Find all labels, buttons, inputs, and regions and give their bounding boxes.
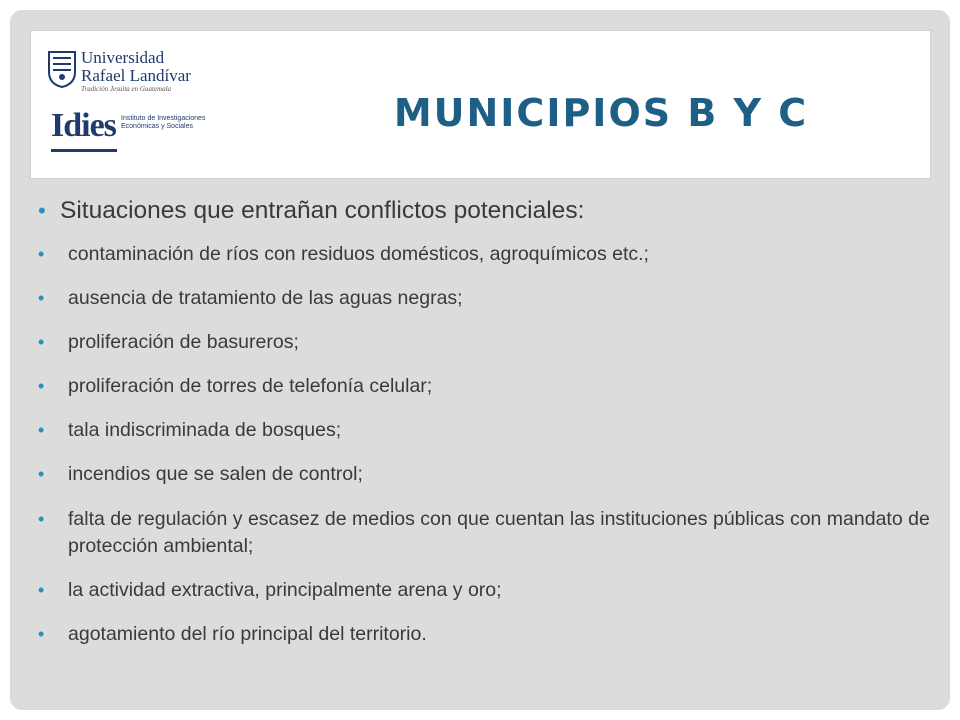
list-item: [38, 578, 938, 602]
list-item: [38, 418, 938, 442]
list-item-text: tala indiscriminada de bosques;: [68, 419, 342, 441]
list-item-text: proliferación de torres de telefonía celular;: [68, 375, 433, 397]
list-item: [38, 330, 938, 354]
bullet-icon: •: [38, 288, 45, 308]
main-bullet: [38, 196, 938, 226]
bullet-icon: •: [38, 580, 45, 600]
university-seal-icon: [47, 50, 77, 88]
slide-title: MUNICIPIOS B Y C: [393, 91, 809, 135]
list-item-text: falta de regulación y escasez de medios con que cuentan las instituciones públicas con mandato de protección ambiental;: [68, 508, 930, 557]
list-item: [38, 286, 938, 310]
list-item-text: proliferación de basureros;: [68, 331, 299, 353]
idies-subtitle: Instituto de Investigaciones Económicas y Sociales: [121, 115, 206, 130]
bullet-icon: •: [38, 198, 46, 223]
header-inner: [41, 41, 920, 170]
list-item: [38, 242, 938, 266]
slide-content: [38, 196, 938, 666]
bullet-icon: •: [38, 509, 45, 529]
list-item-text: agotamiento del río principal del territorio.: [68, 623, 427, 645]
list-item: [38, 374, 938, 398]
university-name-line2: Rafael Landívar: [81, 66, 191, 85]
idies-underline: [51, 149, 117, 152]
list-item: [38, 622, 938, 646]
bullet-icon: •: [38, 624, 45, 644]
list-item: [38, 506, 938, 560]
list-item-text: ausencia de tratamiento de las aguas negras;: [68, 287, 463, 309]
bullet-icon: •: [38, 464, 45, 484]
university-wordmark: [81, 49, 191, 94]
list-item: [38, 462, 938, 486]
bullet-icon: •: [38, 420, 45, 440]
main-bullet-text: Situaciones que entrañan conflictos potenciales:: [60, 197, 585, 224]
bullet-icon: •: [38, 244, 45, 264]
university-name-line1: Universidad: [81, 48, 165, 67]
university-logo: [41, 41, 201, 101]
university-tagline: Tradición Jesuita en Guatemala: [81, 85, 172, 93]
header-banner: [30, 30, 931, 179]
slide: [10, 10, 950, 710]
list-item-text: la actividad extractiva, principalmente arena y oro;: [68, 579, 502, 601]
list-item-text: contaminación de ríos con residuos domésticos, agroquímicos etc.;: [68, 243, 649, 265]
bullet-icon: •: [38, 376, 45, 396]
bullet-icon: •: [38, 332, 45, 352]
idies-wordmark: Idies: [51, 107, 116, 144]
list-item-text: incendios que se salen de control;: [68, 463, 363, 485]
idies-logo: [51, 107, 206, 161]
